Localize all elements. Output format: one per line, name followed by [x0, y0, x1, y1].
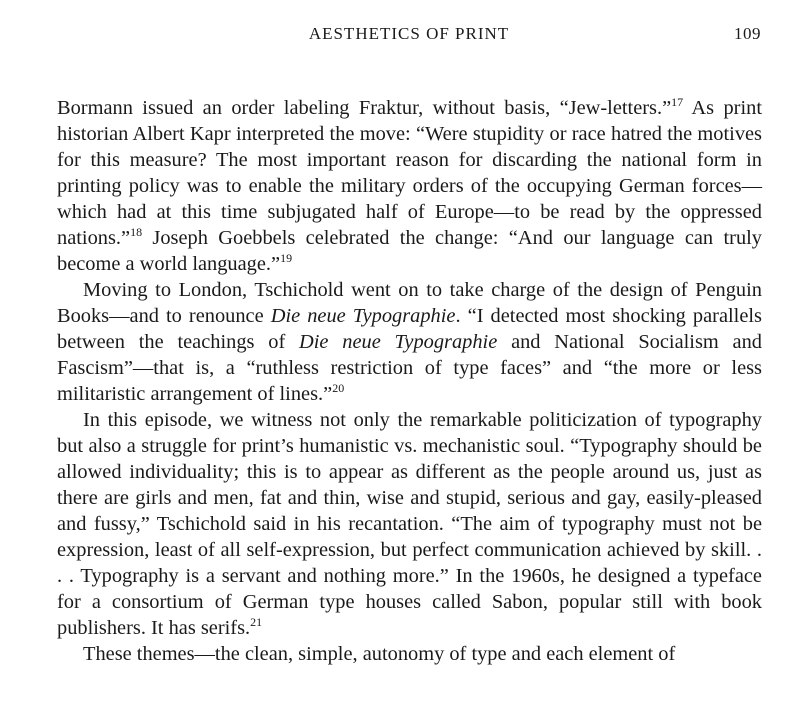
book-title: Die neue Typographie — [270, 305, 456, 327]
text-run: As print historian Albert Kapr interpreted the move: “Were stupidity or race hatred the motives for this measure? The most important reason for discarding the national form in printing policy was to enable the military orders of the occupying German forces—which had at this time subjugated half of Europe—to be read by the oppressed nations.” — [57, 97, 762, 249]
text-run: Joseph Goebbels celebrated the change: “And our language can truly become a world language.” — [57, 227, 762, 275]
paragraph — [57, 277, 762, 407]
text-run: . “I detected most shocking parallels between the teachings of — [57, 305, 762, 353]
paragraph — [57, 95, 762, 277]
footnote-ref: 20 — [332, 381, 345, 396]
text-run: and National Socialism and Fascism”—that is, a “ruthless restriction of type faces” and “the more or less militaristic arrangement of lines.” — [57, 331, 762, 405]
text-run: These themes—the clean, simple, autonomy of type and each element of — [83, 643, 676, 665]
footnote-ref: 21 — [250, 615, 263, 630]
running-head — [57, 24, 761, 46]
footnote-ref: 19 — [280, 251, 293, 266]
running-title: AESTHETICS OF PRINT — [308, 24, 510, 43]
paragraph-partial — [57, 641, 762, 667]
page-number: 109 — [734, 24, 761, 43]
text-run: In this episode, we witness not only the remarkable politicization of typography but also a struggle for print’s humanistic vs. mechanistic soul. “Typography should be allowed individuality; this is to appear as different as the people around us, just as there are girls and men, fat and thin, wise and stupid, serious and gay, easily-pleased and fussy,” Tschichold said in his recantation. “The aim of typography must not be expression, least of all self-expression, but perfect communication achieved by skill. . . . Typography is a servant and nothing more.” In the 1960s, he designed a typeface for a consortium of German type houses called Sabon, popular still with book publishers. It has serifs. — [57, 409, 762, 639]
footnote-ref: 17 — [671, 95, 684, 110]
body-text — [57, 95, 762, 667]
text-run: Moving to London, Tschichold went on to take charge of the design of Penguin Books—and to renounce — [57, 279, 762, 327]
footnote-ref: 18 — [130, 225, 143, 240]
book-title: Die neue Typographie — [299, 331, 498, 353]
paragraph — [57, 407, 762, 641]
text-run: Bormann issued an order labeling Fraktur, without basis, “Jew-letters.” — [57, 97, 672, 119]
